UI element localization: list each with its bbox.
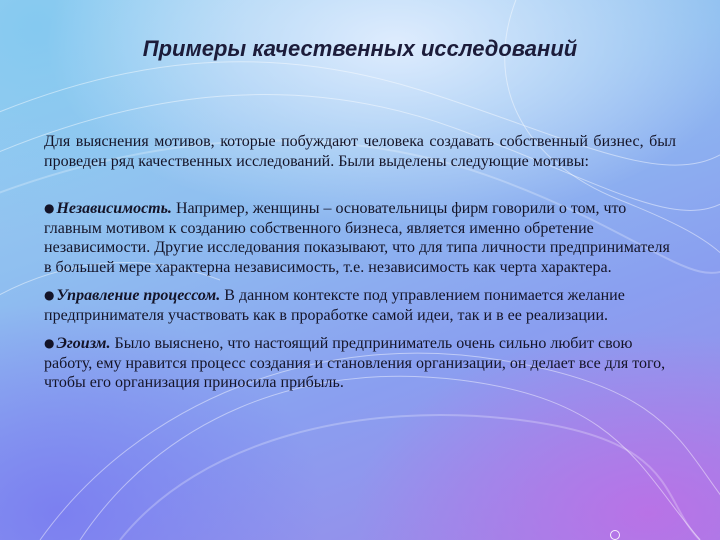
decorative-dot-icon: [610, 530, 620, 540]
bullet-item-process-control: [44, 286, 676, 325]
bullet-term: Управление процессом.: [56, 287, 221, 304]
slide-title: Примеры качественных исследований: [142, 36, 578, 61]
bullet-term: Эгоизм.: [56, 335, 111, 352]
bullet-item-egoism: [44, 334, 676, 393]
bullet-icon: ●: [44, 201, 55, 215]
intro-paragraph: Для выяснения мотивов, которые побуждают человека создавать собственный бизнес, был проведен ряд качественных исследований. Были выделены следующие мотивы:: [44, 133, 676, 170]
slide-body: [44, 132, 676, 402]
bullet-term: Независимость.: [56, 200, 172, 217]
bullet-icon: ●: [44, 336, 55, 350]
bullet-text: Например, женщины – основательницы фирм говорили о том, что главным мотивом к созданию собственного бизнеса, является именно обретение независимости. Другие исследования показывают, что для типа личности предпринимателя в большей мере характерна независимость, т.е. независимость как черта характера.: [44, 200, 670, 276]
bullet-text: Было выяснено, что настоящий предприниматель очень сильно любит свою работу, ему нравится процесс создания и становления организации, он делает все для того, чтобы его организация приносила прибыль.: [44, 335, 666, 391]
bullet-item-independence: [44, 199, 676, 277]
bullet-icon: ●: [44, 288, 55, 302]
bullet-text: В данном контексте под управлением понимается желание предпринимателя участвовать как в проработке самой идеи, так и в ее реализации.: [44, 287, 625, 324]
